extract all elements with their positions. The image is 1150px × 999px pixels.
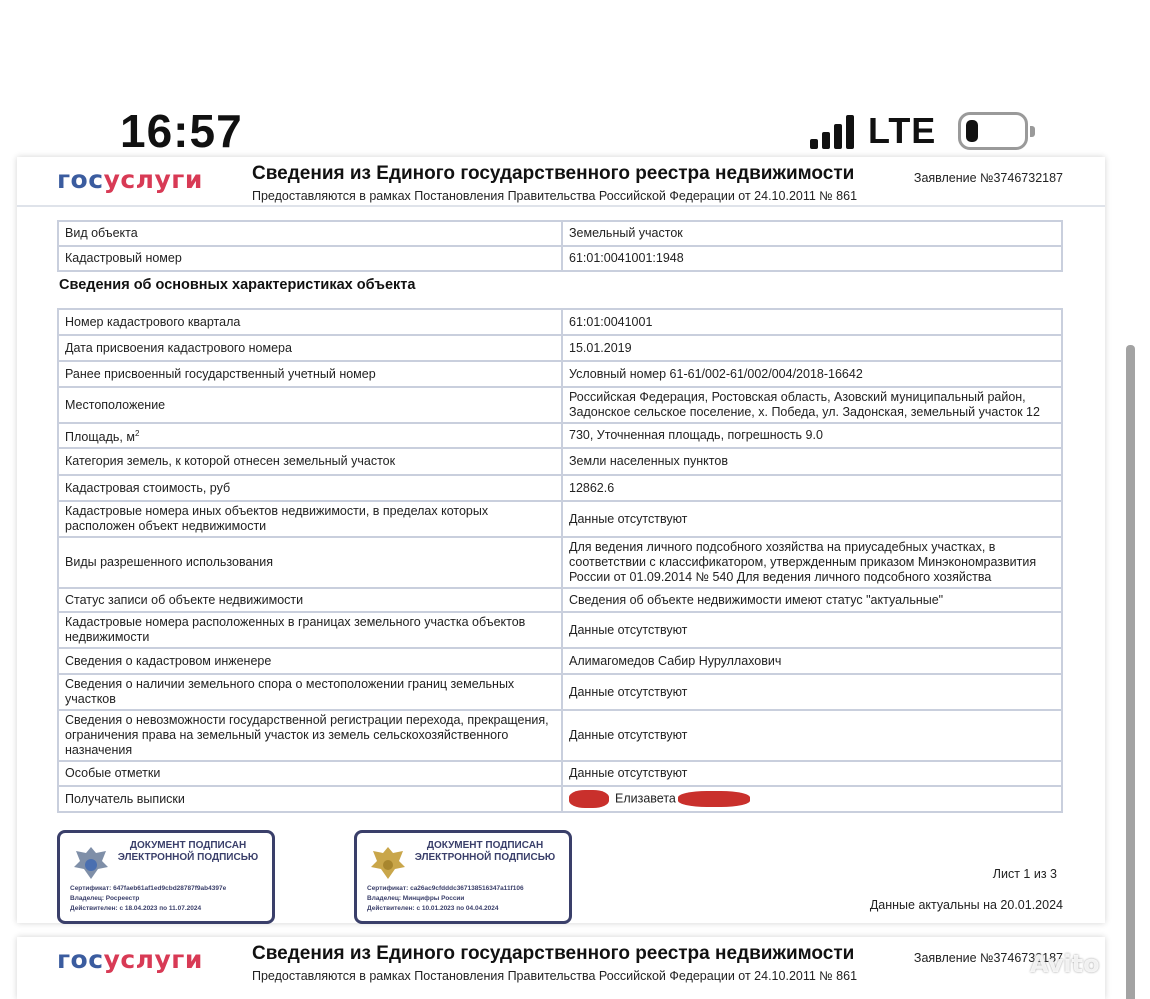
gosuslugi-logo — [57, 945, 203, 974]
emblem-icon — [72, 843, 110, 883]
logo-part-gos: гос — [57, 945, 104, 974]
emblem-icon — [369, 843, 407, 883]
table-row — [58, 361, 1062, 387]
document-page-2 — [17, 937, 1105, 999]
table-row — [58, 475, 1062, 501]
document-header — [17, 157, 1105, 207]
signature-stamp-mintsifry — [354, 830, 572, 924]
row-label: Сведения о наличии земельного спора о местоположении границ земельных участков — [58, 674, 562, 710]
row-value: Земли населенных пунктов — [562, 448, 1062, 475]
table-row — [58, 309, 1062, 335]
characteristics-table — [57, 308, 1063, 813]
row-value: Российская Федерация, Ростовская область, Азовский муниципальный район, Задонское сельское поселение, х. Победа, ул. Задонская, земельный участок 12 — [562, 387, 1062, 423]
object-table — [57, 220, 1063, 272]
row-label: Особые отметки — [58, 761, 562, 786]
row-label: Вид объекта — [58, 221, 562, 246]
scrollbar[interactable] — [1126, 345, 1135, 999]
row-value: Данные отсутствуют — [562, 710, 1062, 761]
stamp-title: ДОКУМЕНТ ПОДПИСАН ЭЛЕКТРОННОЙ ПОДПИСЬЮ — [414, 840, 556, 863]
recipient-name: Елизавета — [615, 791, 676, 806]
status-indicators — [810, 110, 1028, 152]
avito-watermark: Avito — [1030, 950, 1100, 978]
document-subtitle: Предоставляются в рамках Постановления Правительства Российской Федерации от 24.10.2011 № 861 — [252, 969, 858, 983]
row-value: 12862.6 — [562, 475, 1062, 501]
stamp-title: ДОКУМЕНТ ПОДПИСАН ЭЛЕКТРОННОЙ ПОДПИСЬЮ — [117, 840, 259, 863]
redaction-mark — [569, 790, 609, 808]
table-row — [58, 588, 1062, 612]
redaction-mark — [678, 791, 750, 807]
row-value-recipient — [562, 786, 1062, 812]
document-title: Сведения из Единого государственного реестра недвижимости — [252, 163, 855, 184]
row-label: Дата присвоения кадастрового номера — [58, 335, 562, 361]
table-row — [58, 387, 1062, 423]
table-row — [58, 786, 1062, 812]
table-row — [58, 537, 1062, 588]
table-row — [58, 648, 1062, 674]
signal-icon — [810, 113, 854, 149]
stamp-certificate: Сертификат: ca26ac9cfdddc367138516347a11f106 — [367, 885, 524, 892]
document-header — [17, 937, 1105, 987]
logo-part-uslugi: услуги — [103, 945, 203, 974]
row-value: Данные отсутствуют — [562, 501, 1062, 537]
row-label: Сведения о невозможности государственной регистрации перехода, прекращения, ограничения права на земельный участок из земель сельскохозяйственного назначения — [58, 710, 562, 761]
section-title: Сведения об основных характеристиках объекта — [59, 277, 416, 293]
row-value: 61:01:0041001:1948 — [562, 246, 1062, 271]
row-value: 15.01.2019 — [562, 335, 1062, 361]
row-label: Статус записи об объекте недвижимости — [58, 588, 562, 612]
table-row — [58, 246, 1062, 271]
row-label: Кадастровый номер — [58, 246, 562, 271]
table-row — [58, 423, 1062, 448]
row-label: Номер кадастрового квартала — [58, 309, 562, 335]
logo-part-uslugi: услуги — [103, 165, 203, 194]
row-value: Земельный участок — [562, 221, 1062, 246]
application-number: Заявление №3746732187 — [913, 171, 1063, 185]
stamp-validity: Действителен: с 10.01.2023 по 04.04.2024 — [367, 905, 499, 912]
row-label: Категория земель, к которой отнесен земельный участок — [58, 448, 562, 475]
row-label: Кадастровые номера иных объектов недвижимости, в пределах которых расположен объект недвижимости — [58, 501, 562, 537]
table-row — [58, 710, 1062, 761]
row-label: Местоположение — [58, 387, 562, 423]
row-label: Виды разрешенного использования — [58, 537, 562, 588]
table-row — [58, 221, 1062, 246]
row-label: Ранее присвоенный государственный учетный номер — [58, 361, 562, 387]
table-row — [58, 612, 1062, 648]
status-time: 16:57 — [120, 105, 243, 157]
battery-icon — [958, 112, 1028, 150]
table-row — [58, 335, 1062, 361]
logo-part-gos: гос — [57, 165, 104, 194]
row-value: Данные отсутствуют — [562, 761, 1062, 786]
stamp-validity: Действителен: с 18.04.2023 по 11.07.2024 — [70, 905, 202, 912]
table-row — [58, 448, 1062, 475]
sheet-number: Лист 1 из 3 — [992, 867, 1057, 881]
row-value: Алимагомедов Сабир Нуруллахович — [562, 648, 1062, 674]
table-row — [58, 501, 1062, 537]
document-title: Сведения из Единого государственного реестра недвижимости — [252, 943, 855, 964]
row-value: Данные отсутствуют — [562, 612, 1062, 648]
row-value: Для ведения личного подсобного хозяйства на приусадебных участках, в соответствии с классификатором, утвержденным приказом Минэкономразвития России от 01.09.2014 № 540 Для ведения личного подсобного хозяйства — [562, 537, 1062, 588]
row-value: Данные отсутствуют — [562, 674, 1062, 710]
row-label: Сведения о кадастровом инженере — [58, 648, 562, 674]
stamp-owner: Владелец: Росреестр — [70, 895, 140, 902]
row-label: Кадастровые номера расположенных в границах земельного участка объектов недвижимости — [58, 612, 562, 648]
row-value: Условный номер 61-61/002-61/002/004/2018-16642 — [562, 361, 1062, 387]
row-label: Кадастровая стоимость, руб — [58, 475, 562, 501]
table-row — [58, 674, 1062, 710]
stamp-owner: Владелец: Минцифры России — [367, 895, 465, 902]
network-type: LTE — [868, 110, 937, 151]
gosuslugi-logo — [57, 165, 203, 194]
document-page-1 — [17, 157, 1105, 923]
row-value: 61:01:0041001 — [562, 309, 1062, 335]
application-number: Заявление №3746732187 — [913, 951, 1063, 965]
document-subtitle: Предоставляются в рамках Постановления Правительства Российской Федерации от 24.10.2011 № 861 — [252, 189, 858, 203]
row-value: 730, Уточненная площадь, погрешность 9.0 — [562, 423, 1062, 448]
row-label: Площадь, $м^2$ — [58, 423, 562, 448]
stamp-certificate: Сертификат: 647faeb61af1ed9cbd28787f9ab4397e — [70, 885, 227, 892]
row-value: Сведения об объекте недвижимости имеют статус "актуальные" — [562, 588, 1062, 612]
row-label: Получатель выписки — [58, 786, 562, 812]
table-row — [58, 761, 1062, 786]
data-actual-date: Данные актуальны на 20.01.2024 — [869, 898, 1063, 912]
signature-stamp-rosreestr — [57, 830, 275, 924]
